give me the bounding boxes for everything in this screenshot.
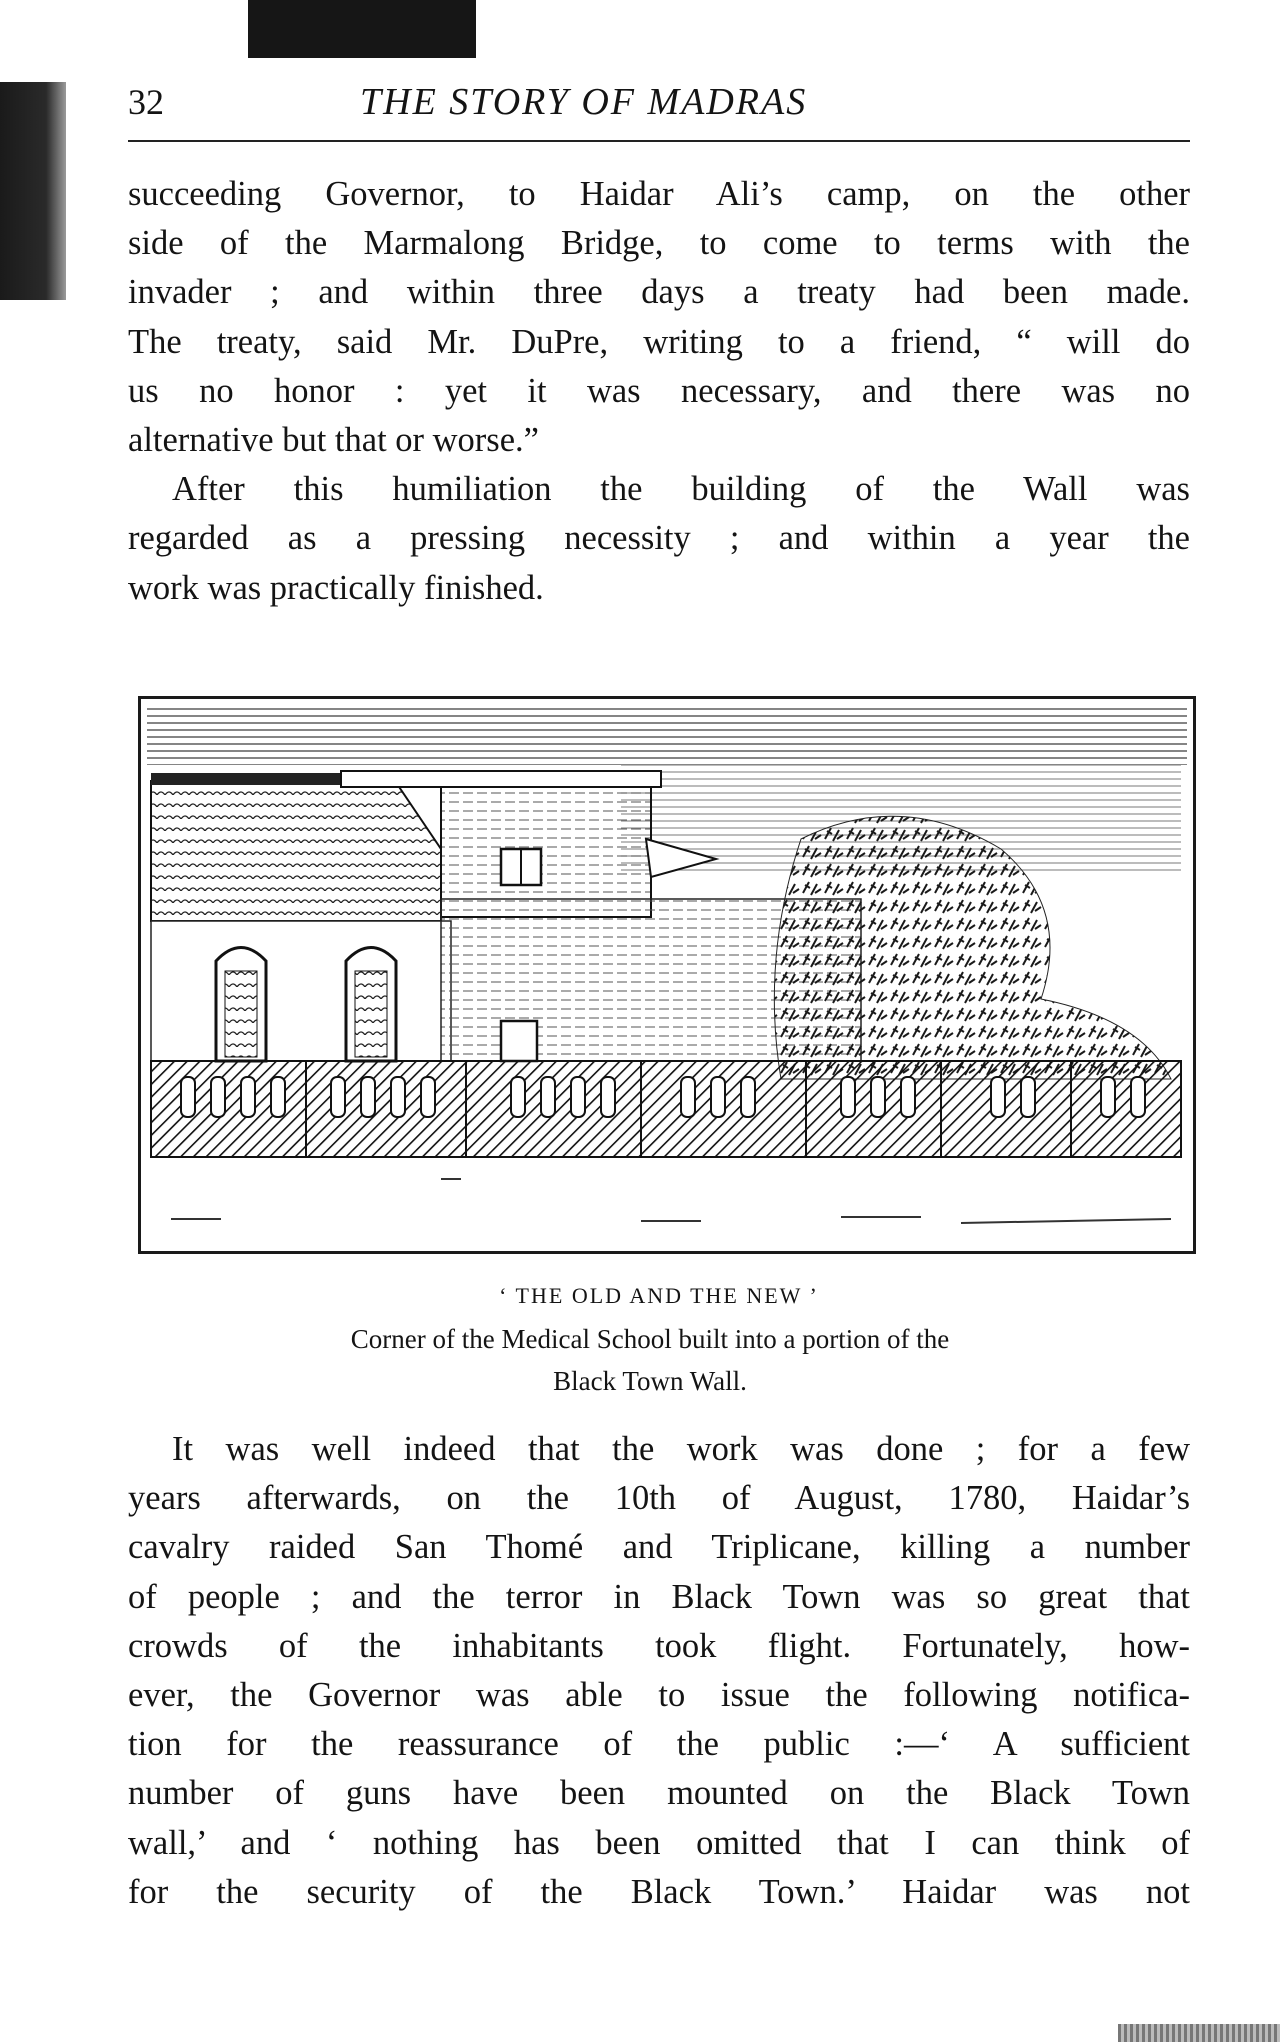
figure-caption-line: Black Town Wall. bbox=[553, 1366, 747, 1396]
text-line: side of the Marmalong Bridge, to come to terms with the bbox=[128, 224, 1190, 263]
text-line: invader ; and within three days a treaty had been made. bbox=[128, 273, 1190, 312]
text-line: crowds of the inhabitants took flight. Fortunately, how- bbox=[128, 1626, 1190, 1665]
header-rule bbox=[128, 140, 1190, 142]
text-line: years afterwards, on the 10th of August, 1780, Haidar’s bbox=[128, 1479, 1190, 1518]
scan-shadow-left bbox=[0, 82, 66, 300]
paragraph-1 bbox=[128, 170, 1190, 613]
running-head: THE STORY OF MADRAS bbox=[360, 81, 808, 123]
scan-shadow-bottom-right bbox=[1118, 2024, 1280, 2042]
text-line: cavalry raided San Thomé and Triplicane, killing a number bbox=[128, 1528, 1190, 1567]
engraving-figure bbox=[138, 696, 1196, 1254]
text-line: for the security of the Black Town.’ Haidar was not bbox=[128, 1872, 1190, 1911]
text-line: succeeding Governor, to Haidar Ali’s camp, on the other bbox=[128, 175, 1190, 213]
figure-caption-title: ‘ THE OLD AND THE NEW ’ bbox=[499, 1283, 819, 1308]
text-line: us no honor : yet it was necessary, and there was no bbox=[128, 371, 1190, 410]
figure-caption-line: Corner of the Medical School built into a portion of the bbox=[350, 1324, 950, 1354]
text-line: work was practically finished. bbox=[128, 568, 544, 607]
paragraph-3 bbox=[128, 1425, 1190, 1917]
text-line: regarded as a pressing necessity ; and within a year the bbox=[128, 519, 1190, 558]
text-line: It was well indeed that the work was done ; for a few bbox=[172, 1430, 1190, 1468]
text-line: The treaty, said Mr. DuPre, writing to a friend, “ will do bbox=[128, 322, 1190, 361]
text-line: tion for the reassurance of the public :—‘ A sufficient bbox=[128, 1725, 1190, 1764]
text-line: wall,’ and ‘ nothing has been omitted that I can think of bbox=[128, 1823, 1190, 1862]
scan-shadow-top bbox=[248, 0, 476, 58]
page-number: 32 bbox=[128, 82, 164, 122]
text-line: After this humiliation the building of the Wall was bbox=[172, 470, 1190, 509]
engraving-illustration bbox=[141, 699, 1193, 1251]
text-line: ever, the Governor was able to issue the following notifica- bbox=[128, 1676, 1190, 1715]
text-line: alternative but that or worse.” bbox=[128, 421, 539, 460]
text-line: of people ; and the terror in Black Town was so great that bbox=[128, 1577, 1190, 1616]
text-line: number of guns have been mounted on the Black Town bbox=[128, 1774, 1190, 1813]
